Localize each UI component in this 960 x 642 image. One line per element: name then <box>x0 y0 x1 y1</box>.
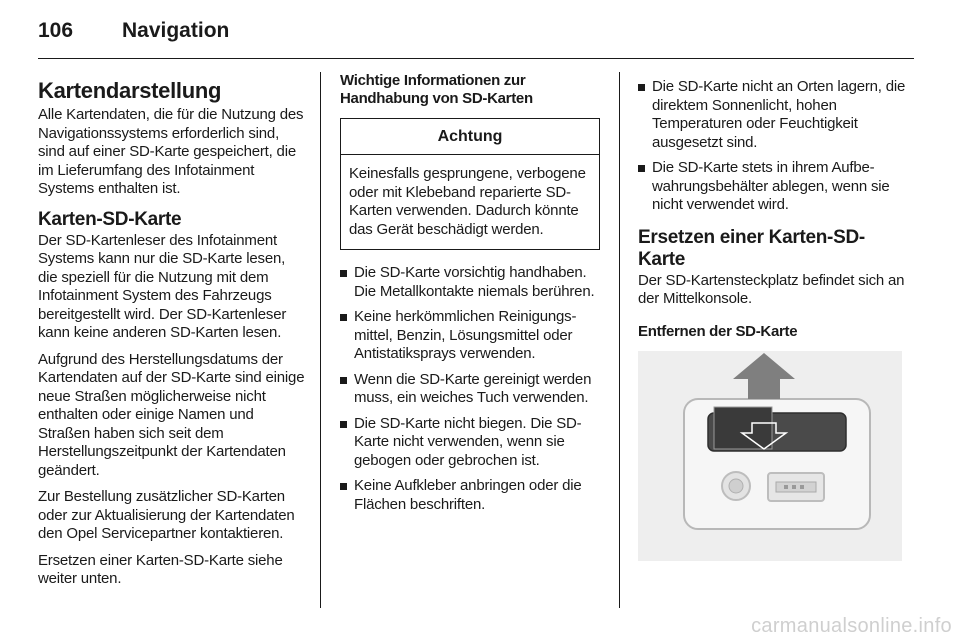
header-divider <box>38 58 914 59</box>
page-header <box>38 19 918 49</box>
column-3 <box>638 72 908 561</box>
warning-box <box>340 118 600 250</box>
sd-card-removal-illustration <box>638 351 902 561</box>
handling-list <box>340 264 602 514</box>
sd-slot-diagram <box>638 351 902 561</box>
column-2 <box>340 72 602 521</box>
list-item: Die SD-Karte nicht an Orten lagern, die direktem Sonnenlicht, hohen Temperaturen oder Feuchtigkeit ausgesetzt sind. <box>638 78 908 152</box>
column-divider-1 <box>320 72 321 608</box>
column-divider-2 <box>619 72 620 608</box>
list-item: Keine Aufkleber anbringen oder die Flächen beschriften. <box>340 477 602 514</box>
intro-paragraph: Alle Kartendaten, die für die Nutzung des Navigationssystems erforderlich sind, sind auf einer SD-Karte gespeichert, die im Lieferumfang des Infotainment Systems enthalten ist. <box>38 106 304 197</box>
page-number: 106 <box>38 19 74 42</box>
section-heading-handling: Wichtige Informationen zur Handhabung von SD-Karten <box>340 72 533 107</box>
bullet-square-icon <box>340 421 347 428</box>
subheading-remove-card: Entfernen der SD-Karte <box>638 322 798 340</box>
paragraph-replace-ref: Ersetzen einer Karten-SD-Karte siehe weiter unten. <box>38 551 283 587</box>
bullet-square-icon <box>340 314 347 321</box>
bullet-square-icon <box>340 483 347 490</box>
section-heading-replace-card: Ersetzen einer Karten-SD-Karte <box>638 226 865 270</box>
sd-card <box>714 407 772 449</box>
warning-title: Achtung <box>341 119 599 155</box>
list-item: Keine herkömmlichen Reinigungsmittel, Benzin, Lösungsmittel oder Antistatiksprays verwenden. <box>340 308 602 364</box>
section-heading-kartendarstellung: Kartendarstellung <box>38 78 222 103</box>
watermark: carmanualsonline.info <box>751 615 952 637</box>
list-item: Die SD-Karte nicht biegen. Die SD-Karte nicht verwenden, wenn sie gebogen oder gebrochen ist. <box>340 415 602 471</box>
list-item: Die SD-Karte stets in ihrem Aufbewahrungsbehälter ablegen, wenn sie nicht verwendet wird. <box>638 159 908 215</box>
paragraph-slot-location: Der SD-Kartensteckplatz befindet sich an der Mittelkonsole. <box>638 271 905 307</box>
column-1 <box>38 72 306 597</box>
paragraph-map-date: Aufgrund des Herstellungsdatums der Kartendaten auf der SD-Karte sind einige neue Straßen möglicherweise nicht enthalten oder einige Namen und Straßen haben sich seit dem Herstellungszeitpunkt der Kartendaten geändert. <box>38 350 305 479</box>
paragraph-ordering: Zur Bestellung zusätzlicher SD-Karten oder zur Aktualisierung der Kartendaten den Opel Servicepartner kontaktieren. <box>38 488 295 542</box>
paragraph-sd-reader: Der SD-Kartenleser des Infotainment Systems kann nur die SD-Karte lesen, die speziell für die Nutzung mit dem Infotainment System des Fahrzeugs bereitgestellt wird. Der SD-Kartenleser kann keine anderen SD-Karten lesen. <box>38 231 287 341</box>
list-item: Wenn die SD-Karte gereinigt werden muss, ein weiches Tuch verwenden. <box>340 371 602 408</box>
bullet-square-icon <box>340 270 347 277</box>
page-title: Navigation <box>122 19 230 42</box>
warning-text: Keinesfalls gesprungene, verbogene oder mit Klebeband reparierte SD-Karten verwenden. Dadurch könnte das Gerät beschädigt werden. <box>349 165 586 238</box>
storage-list <box>638 78 908 215</box>
bullet-square-icon <box>638 165 645 172</box>
bullet-square-icon <box>638 84 645 91</box>
list-item: Die SD-Karte vorsichtig handhaben. Die Metallkontakte niemals berühren. <box>340 264 602 301</box>
subheading-karten-sd-karte: Karten-SD-Karte <box>38 208 182 230</box>
bullet-square-icon <box>340 377 347 384</box>
